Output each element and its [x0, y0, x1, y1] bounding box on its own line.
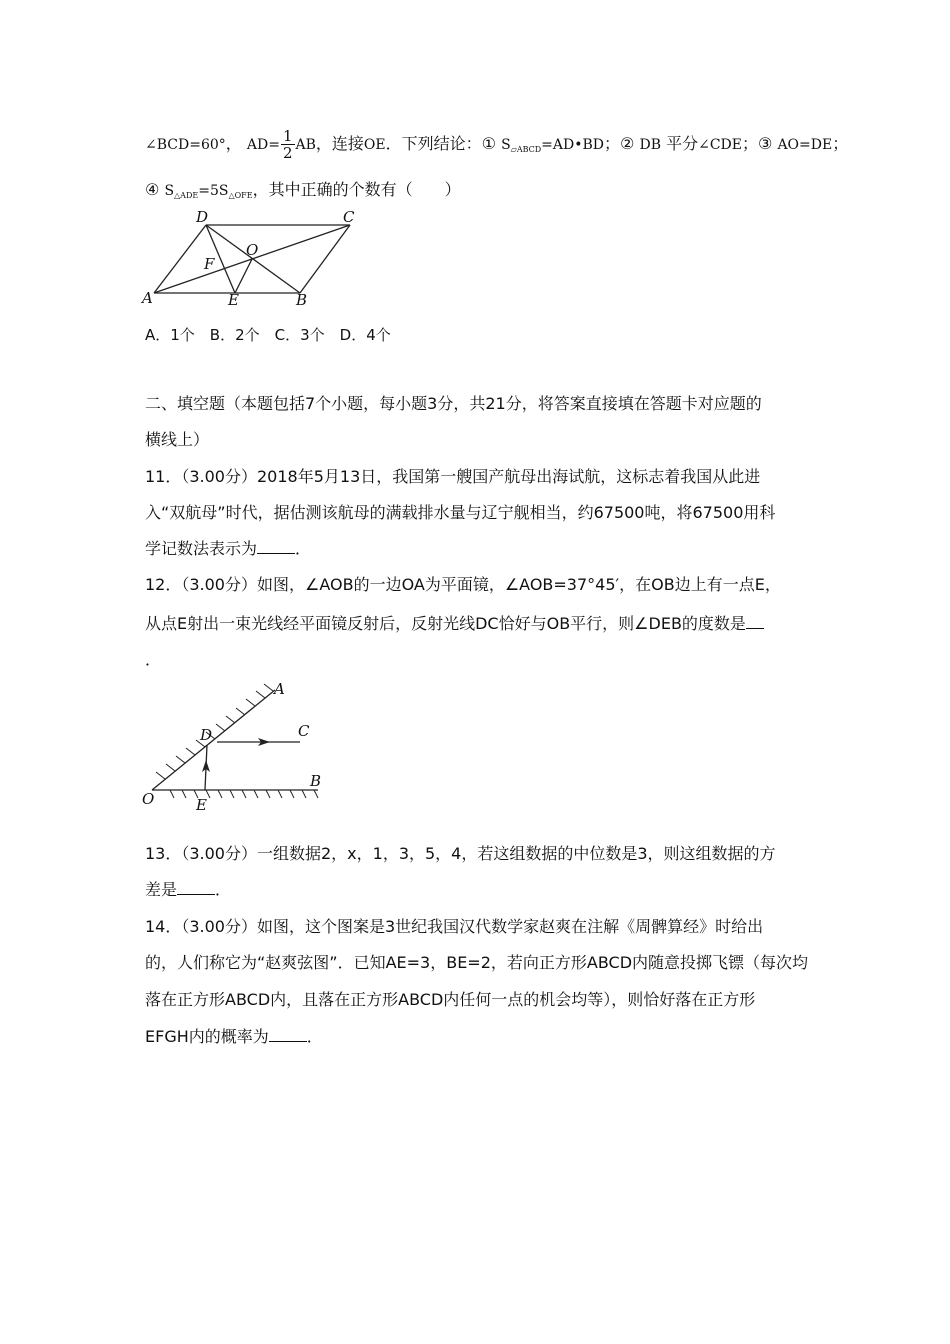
- q10-c3-expr: AO=DE: [777, 137, 833, 153]
- answer-blank[interactable]: [746, 612, 764, 629]
- q10-ab: AB: [295, 137, 316, 153]
- q10-c3-mark: ③: [758, 134, 773, 153]
- q10-options: A．1个 B．2个 C．3个 D．4个: [145, 326, 391, 344]
- fraction-denominator: 2: [282, 144, 293, 162]
- q10-c1-rest: =AD•BD: [541, 137, 605, 153]
- label-d: D: [196, 208, 209, 226]
- q10-c1-s: S: [501, 137, 511, 153]
- q13-line2-end: ．: [215, 880, 232, 899]
- q10-semi1: ；: [604, 134, 621, 153]
- q14-line2: 的，人们称它为“赵爽弦图”．已知AE=3，BE=2，若向正方形ABCD内随意投掷飞镖（每次均: [145, 953, 809, 972]
- q10-fraction: [281, 128, 295, 161]
- section2-line2: 横线上）: [145, 430, 210, 449]
- answer-blank[interactable]: [257, 537, 295, 554]
- q10-semi2: ；: [741, 134, 758, 153]
- q14-line4-text: EFGH内的概率为: [145, 1027, 269, 1046]
- label-c: C: [343, 208, 355, 226]
- q11-line3: [145, 537, 311, 561]
- label-o: O: [246, 241, 259, 259]
- q12-line2-text: 从点E射出一束光线经平面镜反射后，反射光线DC恰好与OB平行，则∠DEB的度数是: [145, 614, 746, 633]
- label-f: F: [204, 255, 215, 273]
- mirror-oa: [152, 690, 275, 790]
- q10-c4-eq: =5S: [198, 183, 229, 199]
- q10-c4-mark: ④: [145, 180, 160, 199]
- q10-c2-db: DB: [639, 137, 661, 153]
- q11-line3-text: 学记数法表示为: [145, 539, 258, 558]
- fraction-numerator: 1: [282, 127, 293, 145]
- q10-c2-rest: 平分: [666, 134, 699, 153]
- q10-ad-eq: AD=: [246, 137, 280, 153]
- q10-oe: OE: [363, 137, 386, 153]
- q10-angle-bcd: ∠BCD=60°: [145, 137, 226, 153]
- q12-line1: 12．（3.00分）如图，∠AOB的一边OA为平面镜，∠AOB=37°45′，在OB边上有一点E，: [145, 575, 781, 594]
- q10-c2-angle: ∠CDE: [698, 137, 742, 153]
- label-a: A: [142, 289, 153, 307]
- q10-line2: [145, 178, 461, 208]
- label-e: E: [228, 291, 239, 309]
- q10-c1-mark: ①: [481, 134, 496, 153]
- q12-line3: ．: [145, 650, 162, 669]
- q10-c1-sub: ▱ABCD: [510, 145, 542, 154]
- q10-conclusions: ．下列结论：: [385, 134, 482, 153]
- q10-sep: ，: [225, 134, 242, 153]
- q13-line2-text: 差是: [145, 880, 178, 899]
- label-a: A: [274, 680, 285, 698]
- q10-c4-s2-sub: △OFE: [228, 191, 253, 200]
- q14-line1: 14．（3.00分）如图，这个图案是3世纪我国汉代数学家赵爽在注解《周髀算经》时给出: [145, 917, 764, 936]
- q11-line1: 11．（3.00分）2018年5月13日，我国第一艘国产航母出海试航，这标志着我国从此进: [145, 467, 761, 486]
- label-b: B: [296, 291, 308, 309]
- label-c: C: [298, 722, 310, 740]
- label-d: D: [200, 726, 213, 744]
- q10-line1: [145, 128, 848, 162]
- q13-line2: [145, 878, 231, 902]
- q12-line2: [145, 612, 764, 636]
- q14-line4: [145, 1025, 323, 1049]
- mirror-figure: [140, 678, 340, 818]
- q11-line3-end: ．: [295, 539, 312, 558]
- q14-line3: 落在正方形ABCD内，且落在正方形ABCD内任何一点的机会均等），则恰好落在正方形: [145, 990, 756, 1009]
- q10-connect: ，连接: [315, 134, 364, 153]
- label-e: E: [196, 796, 207, 814]
- answer-blank[interactable]: [177, 878, 215, 895]
- section2-line1: 二、填空题（本题包括7个小题，每小题3分，共21分，将答案直接填在答题卡对应题的: [145, 394, 762, 413]
- parallelogram-figure: [140, 205, 370, 315]
- q10-c4-s1: S: [164, 183, 175, 199]
- q10-c4-s1-sub: △ADE: [174, 191, 199, 200]
- ground-hatching: [170, 790, 318, 798]
- q10-c2-mark: ②: [620, 134, 635, 153]
- q10-c4-rest: ，其中正确的个数有（ ）: [252, 180, 461, 199]
- q14-line4-end: ．: [306, 1027, 323, 1046]
- answer-blank[interactable]: [269, 1025, 307, 1042]
- q13-line1: 13．（3.00分）一组数据2，x，1，3，5，4，若这组数据的中位数是3，则这组数据的方: [145, 844, 776, 863]
- q11-line2: 入“双航母”时代，据估测该航母的满载排水量与辽宁舰相当，约67500吨，将67500用科: [145, 503, 776, 522]
- mirror-hatching: [156, 684, 273, 779]
- segment-cb: [300, 225, 350, 293]
- segment-ad: [154, 225, 206, 293]
- label-o: O: [142, 790, 155, 808]
- q10-semi3: ；: [832, 134, 849, 153]
- label-b: B: [310, 772, 322, 790]
